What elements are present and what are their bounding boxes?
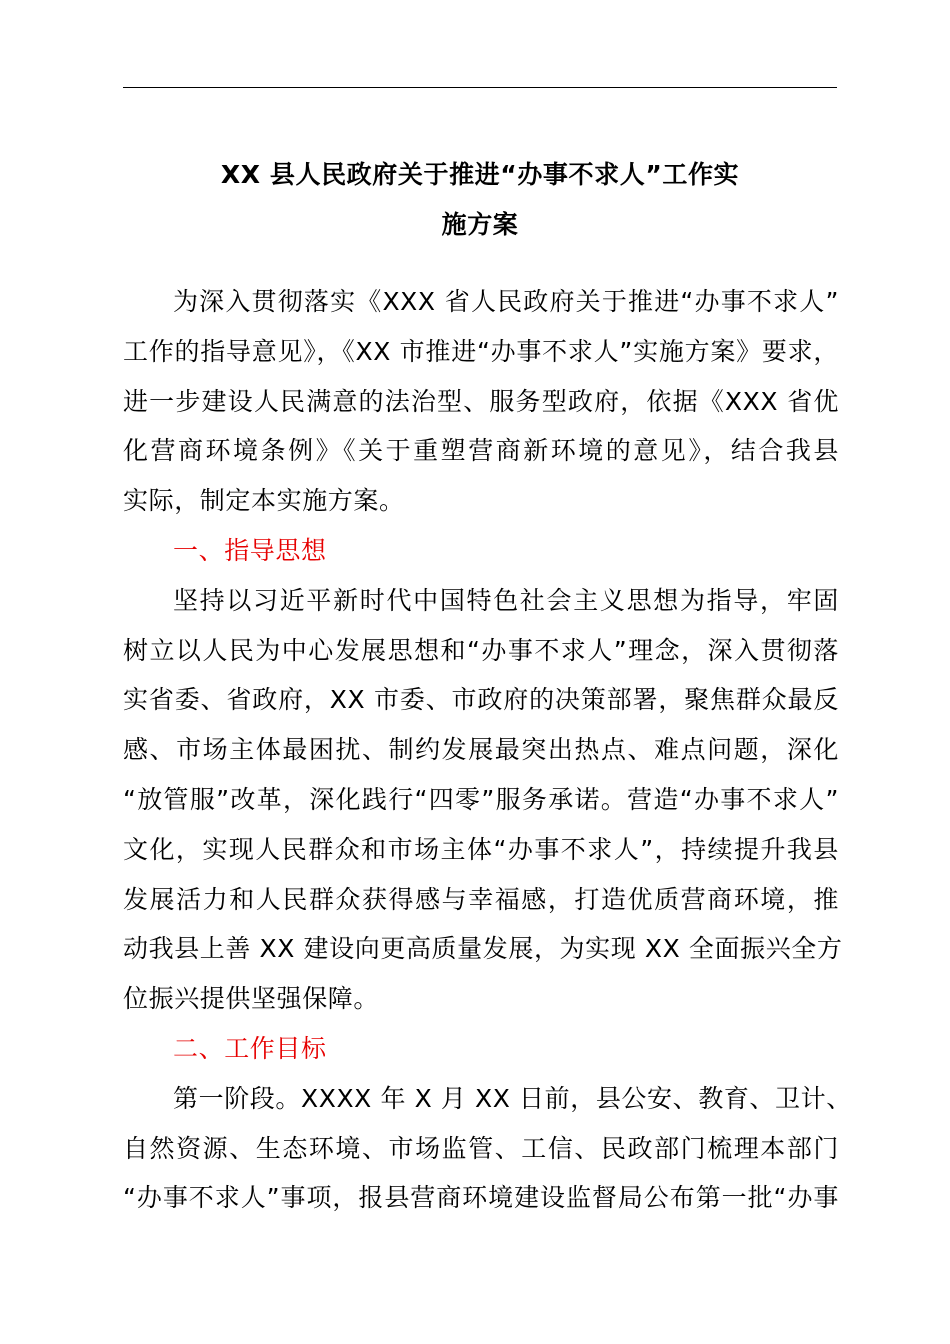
section1-line: 树立以人民为中心发展思想和“办事不求人”理念，深入贯彻落 bbox=[123, 635, 839, 665]
section2-line: 自然资源、生态环境、市场监管、工信、民政部门梳理本部门 bbox=[123, 1133, 839, 1163]
section1-line: 坚持以习近平新时代中国特色社会主义思想为指导，牢固 bbox=[173, 585, 839, 615]
section1-line: 发展活力和人民群众获得感与幸福感，打造优质营商环境，推 bbox=[123, 884, 839, 914]
title-line: XX 县人民政府关于推进“办事不求人”工作实 bbox=[220, 160, 740, 189]
intro-line: 工作的指导意见》，《XX 市推进“办事不求人”实施方案》要求， bbox=[123, 336, 839, 366]
intro-line: 化营商环境条例》《关于重塑营商新环境的意见》，结合我县 bbox=[123, 436, 839, 466]
section-heading-work-goals: 二、工作目标 bbox=[173, 1033, 327, 1063]
section1-line: 文化，实现人民群众和市场主体“办事不求人”，持续提升我县 bbox=[123, 834, 839, 864]
section-heading-guiding-ideology: 一、指导思想 bbox=[173, 535, 327, 565]
document-body bbox=[123, 277, 852, 1223]
document-title bbox=[100, 150, 860, 250]
section1-line: 动我县上善 XX 建设向更高质量发展，为实现 XX 全面振兴全方 bbox=[123, 934, 843, 964]
section2-line: “办事不求人”事项，报县营商环境建设监督局公布第一批“办事 bbox=[123, 1183, 839, 1213]
section1-line: 位振兴提供坚强保障。 bbox=[123, 984, 380, 1014]
section1-line: 感、市场主体最困扰、制约发展最突出热点、难点问题，深化 bbox=[123, 735, 839, 765]
section1-line: 实省委、省政府，XX 市委、市政府的决策部署，聚焦群众最反 bbox=[123, 685, 839, 715]
title-line: 施方案 bbox=[441, 209, 519, 239]
header-rule bbox=[123, 87, 837, 88]
section1-line: “放管服”改革，深化践行“四零”服务承诺。营造“办事不求人” bbox=[123, 784, 839, 814]
intro-line: 实际，制定本实施方案。 bbox=[123, 486, 405, 516]
intro-line: 为深入贯彻落实《XXX 省人民政府关于推进“办事不求人” bbox=[173, 287, 839, 316]
intro-line: 进一步建设人民满意的法治型、服务型政府，依据《XXX 省优 bbox=[123, 386, 839, 416]
section2-line: 第一阶段。XXXX 年 X 月 XX 日前，县公安、教育、卫计、 bbox=[173, 1083, 852, 1113]
